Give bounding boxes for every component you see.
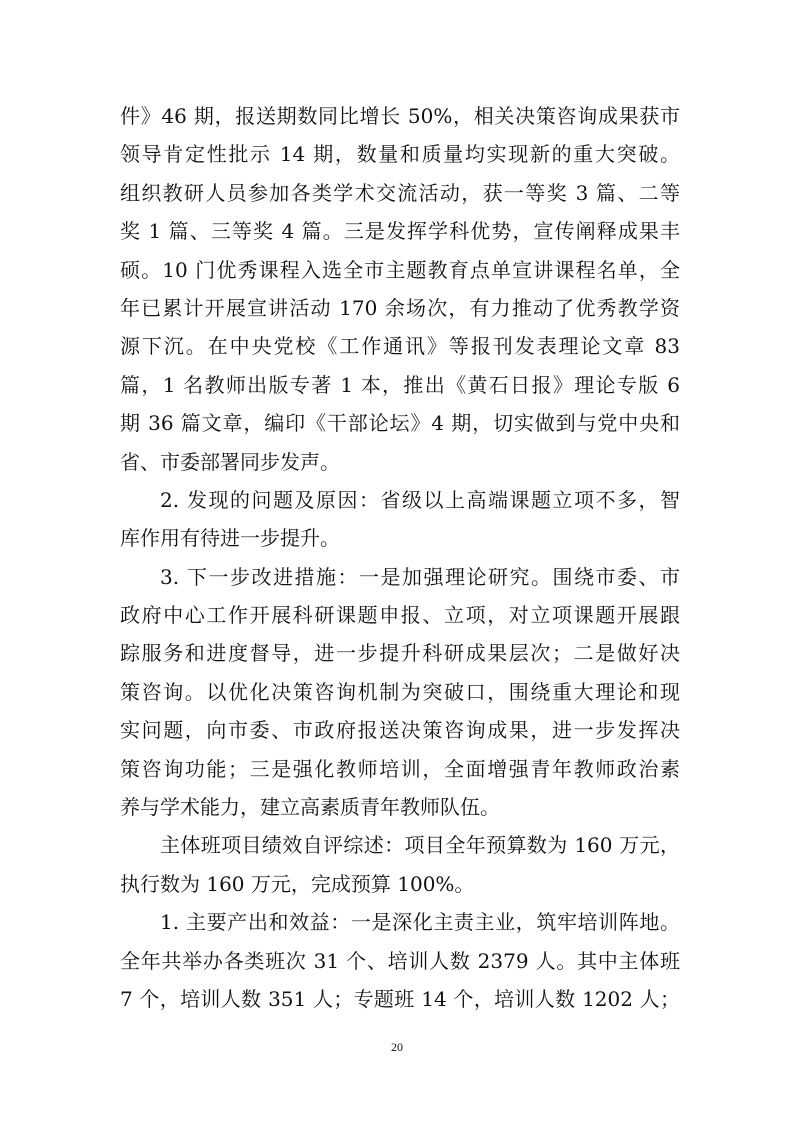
paragraph-start-line: 2. 发现的问题及原因：省级以上高端课题立项不多，智	[160, 487, 680, 512]
text-line: 策咨询。以优化决策咨询机制为突破口，围绕重大理论和现	[120, 679, 680, 704]
text-line: 全年共举办各类班次 31 个、培训人数 2379 人。其中主体班	[120, 948, 680, 973]
page-number: 20	[391, 1040, 403, 1054]
paragraph-start-line: 1. 主要产出和效益：一是深化主责主业，筑牢培训阵地。	[160, 910, 680, 935]
text-line: 政府中心工作开展科研课题申报、立项，对立项课题开展跟	[120, 603, 680, 628]
text-line: 奖 1 篇、三等奖 4 篇。三是发挥学科优势，宣传阐释成果丰	[120, 219, 680, 244]
text-line: 执行数为 160 万元，完成预算 100%。	[120, 871, 475, 896]
text-line: 实问题，向市委、市政府报送决策咨询成果，进一步发挥决	[120, 718, 680, 743]
text-line: 源下沉。在中央党校《工作通讯》等报刊发表理论文章 83	[120, 334, 680, 359]
text-line: 策咨询功能；三是强化教师培训，全面增强青年教师政治素	[120, 756, 680, 781]
text-line: 篇，1 名教师出版专著 1 本，推出《黄石日报》理论专版 6	[120, 372, 680, 397]
text-line: 领导肯定性批示 14 期，数量和质量均实现新的重大突破。	[120, 142, 680, 167]
text-line: 硕。10 门优秀课程入选全市主题教育点单宣讲课程名单，全	[120, 257, 680, 282]
paragraph-start-line: 3. 下一步改进措施：一是加强理论研究。围绕市委、市	[160, 564, 680, 589]
text-line: 年已累计开展宣讲活动 170 余场次，有力推动了优秀教学资	[120, 295, 680, 320]
body-text	[120, 97, 680, 1018]
text-line: 组织教研人员参加各类学术交流活动，获一等奖 3 篇、二等	[120, 180, 680, 205]
text-line: 省、市委部署同步发声。	[120, 449, 340, 474]
text-line: 养与学术能力，建立高素质青年教师队伍。	[120, 795, 500, 820]
text-line: 件》46 期，报送期数同比增长 50%，相关决策咨询成果获市	[120, 104, 680, 128]
text-line: 7 个，培训人数 351 人；专题班 14 个，培训人数 1202 人；	[120, 986, 680, 1011]
text-line: 期 36 篇文章，编印《干部论坛》4 期，切实做到与党中央和	[120, 411, 680, 436]
paragraph-start-line: 主体班项目绩效自评综述：项目全年预算数为 160 万元，	[160, 833, 680, 858]
text-line: 踪服务和进度督导，进一步提升科研成果层次；二是做好决	[120, 641, 680, 666]
text-line: 库作用有待进一步提升。	[120, 526, 340, 551]
